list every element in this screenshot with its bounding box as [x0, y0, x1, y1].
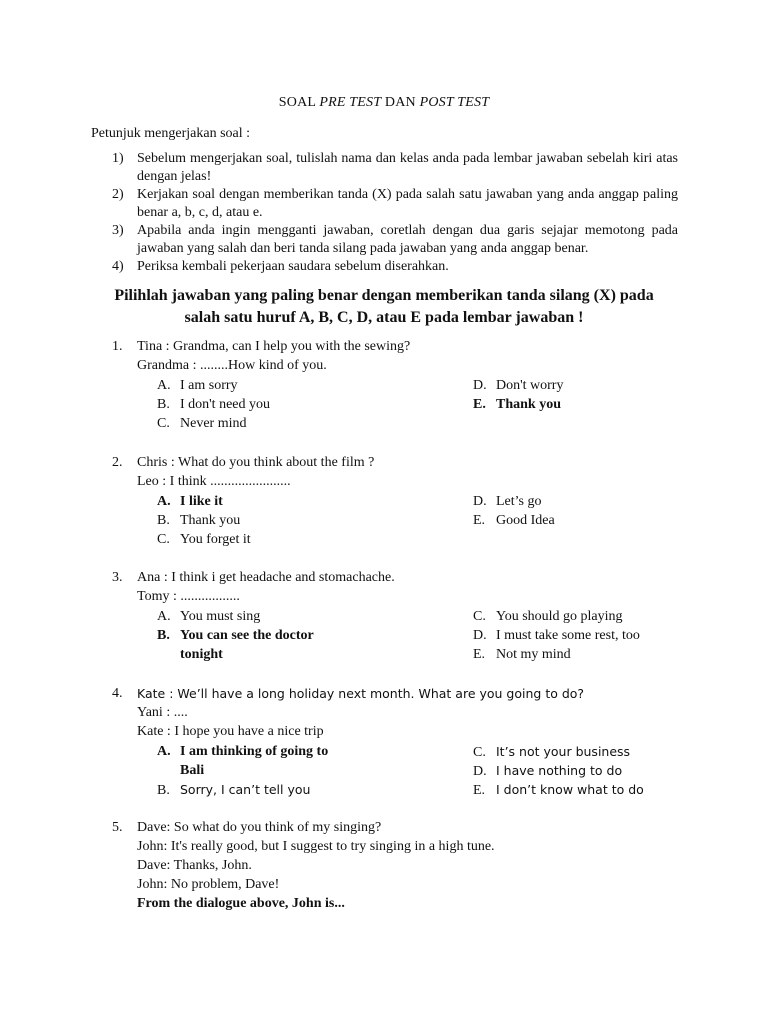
option-b: B. You can see the doctor tonight: [157, 628, 314, 662]
instruction-item: 2) Kerjakan soal dengan memberikan tanda (X) pada salah satu jawaban yang anda anggap paling benar a, b, c, d, atau e.: [112, 187, 678, 220]
instruction-item: 4) Periksa kembali pekerjaan saudara sebelum diserahkan.: [112, 259, 449, 274]
option-a: A. I am thinking of going to Bali: [157, 744, 329, 778]
instructions-heading: Petunjuk mengerjakan soal :: [91, 126, 251, 141]
option-c: C. Never mind: [157, 416, 247, 431]
option-d: D. I have nothing to do: [473, 763, 623, 779]
question-3: 3. Ana : I think i get headache and stomachache. Tomy : ................. A. You must sing B. You can see the doctor tonight C. You should go playing D. I must take some rest, too E. Not my mind: [112, 568, 672, 607]
option-d: D. I must take some rest, too: [473, 628, 640, 643]
instructions-list: [112, 150, 678, 276]
dialogue-line: Chris : What do you think about the film ?: [137, 455, 375, 470]
question-2: 2. Chris : What do you think about the film ? Leo : I think ....................... A. I like it B. Thank you C. You forget it D. Let’s go E. Good Idea: [112, 453, 672, 492]
dialogue-line: Kate : We’ll have a long holiday next month. What are you going to do?: [137, 686, 585, 701]
option-c: C. You forget it: [157, 532, 251, 547]
instruction-item: 3) Apabila anda ingin mengganti jawaban, coretlah dengan dua garis sejajar memotong pada jawaban yang salah dan beri tanda silang pada jawaban yang anda anggap benar.: [112, 223, 678, 256]
instruction-item: 1) Sebelum mengerjakan soal, tulislah nama dan kelas anda pada lembar jawaban sebelah kiri atas dengan jelas!: [112, 151, 678, 184]
question-1: 1. Tina : Grandma, can I help you with the sewing? Grandma : ........How kind of you. A. I am sorry B. I don't need you C. Never mind D. Don't worry E. Thank you: [112, 337, 672, 376]
question-4: 4. Kate : We’ll have a long holiday next month. What are you going to do? Yani : .... Kate : I hope you have a nice trip A. I am thinking of going to Bali B. Sorry, I can’t tell you C. It’s not your business D. I have nothing to do E. I don’t know what to do: [112, 684, 672, 742]
dialogue-line: Dave: Thanks, John.: [137, 858, 252, 873]
option-e: E. Good Idea: [473, 513, 555, 528]
dialogue-line: John: It's really good, but I suggest to try singing in a high tune.: [137, 839, 495, 854]
dialogue-line: John: No problem, Dave!: [137, 877, 280, 892]
dialogue-line: Kate : I hope you have a nice trip: [137, 724, 324, 739]
option-c: C. You should go playing: [473, 609, 623, 624]
option-e: E. Not my mind: [473, 647, 571, 662]
directive-text: Pilihlah jawaban yang paling benar dengan memberikan tanda silang (X) pada salah satu huruf A, B, C, D, atau E pada lembar jawaban !: [114, 287, 654, 326]
dialogue-line: Grandma : ........How kind of you.: [137, 358, 327, 373]
option-b: B. I don't need you: [157, 397, 271, 412]
option-a: A. I like it: [157, 494, 223, 509]
option-c: C. It’s not your business: [473, 744, 631, 760]
question-prompt: From the dialogue above, John is...: [137, 896, 345, 911]
dialogue-line: Leo : I think .......................: [137, 474, 291, 489]
question-5: 5. Dave: So what do you think of my singing? John: It's really good, but I suggest to try singing in a high tune. Dave: Thanks, John. John: No problem, Dave! From the dialogue above, John is...: [112, 818, 672, 913]
option-e: E. I don’t know what to do: [473, 782, 644, 798]
option-b: B. Sorry, I can’t tell you: [157, 782, 311, 798]
dialogue-line: Yani : ....: [137, 705, 188, 720]
dialogue-line: Ana : I think i get headache and stomachache.: [137, 570, 395, 585]
option-b: B. Thank you: [157, 513, 241, 528]
page-title: SOAL PRE TEST DAN POST TEST: [278, 95, 490, 110]
dialogue-line: Tomy : .................: [137, 589, 240, 604]
option-e: E. Thank you: [473, 397, 561, 412]
option-d: D. Don't worry: [473, 378, 564, 393]
option-d: D. Let’s go: [473, 494, 542, 509]
dialogue-line: Dave: So what do you think of my singing?: [137, 820, 382, 835]
option-a: A. You must sing: [157, 609, 261, 624]
option-a: A. I am sorry: [157, 378, 238, 393]
dialogue-line: Tina : Grandma, can I help you with the sewing?: [137, 339, 411, 354]
